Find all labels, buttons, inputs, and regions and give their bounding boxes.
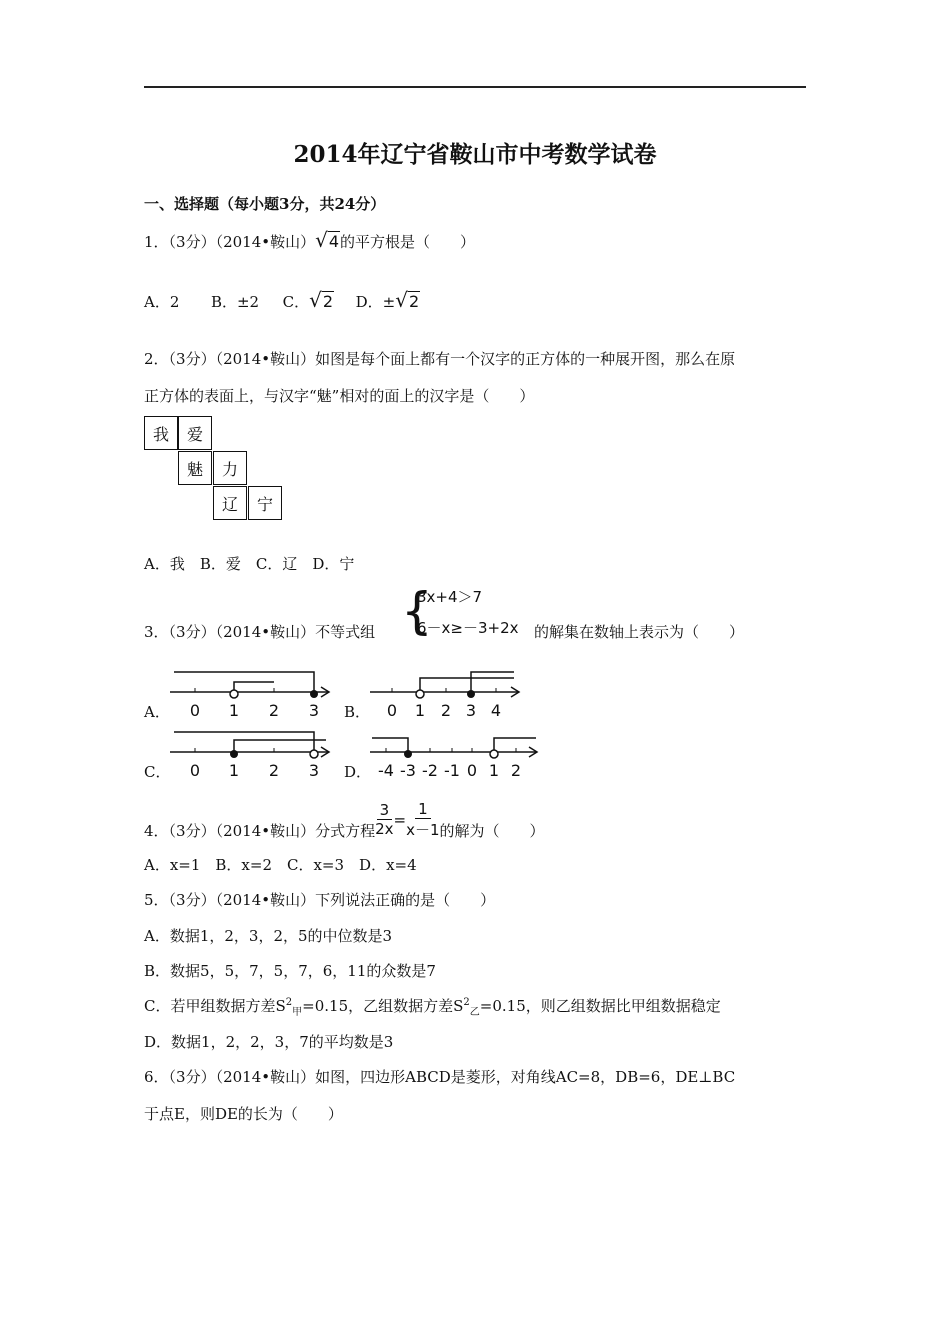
q5-option-c-part3: =0.15，则乙组数据比甲组数据稳定 xyxy=(479,997,721,1015)
tick-label: -3 xyxy=(400,761,416,780)
tick-label: 1 xyxy=(228,761,240,780)
q1-option-d-sqrt: √2 xyxy=(395,288,420,312)
section-heading: 一、选择题（每小题3分，共24分） xyxy=(144,195,386,213)
q1-option-d-radicand: 2 xyxy=(409,292,420,311)
number-line-b xyxy=(366,664,526,722)
q1-option-c-sqrt: √2 xyxy=(309,288,334,312)
tick-label: 3 xyxy=(465,701,477,720)
q3-label-c: C． xyxy=(144,763,171,781)
top-rule xyxy=(144,86,806,88)
question-1 xyxy=(144,228,475,252)
tick-label: 2 xyxy=(268,761,280,780)
net-cell-5: 辽 xyxy=(213,486,247,520)
q4-suffix: 的解为（ ） xyxy=(439,822,545,840)
q3-label-d: D． xyxy=(344,763,372,781)
tick-label: 1 xyxy=(228,701,240,720)
q1-prefix: 1．（3分）（2014•鞍山） xyxy=(144,233,316,251)
q5-option-a: A．数据1，2，3，2，5的中位数是3 xyxy=(144,927,393,945)
net-cell-4: 力 xyxy=(213,451,247,485)
q6-stem-line2: 于点E，则DE的长为（ ） xyxy=(144,1105,343,1123)
number-line-c xyxy=(166,724,336,782)
q3-label-a: A． xyxy=(144,703,170,721)
q1-sqrt: √4 xyxy=(315,228,340,252)
q1-suffix: 的平方根是（ ） xyxy=(340,233,476,251)
tick-label: 2 xyxy=(510,761,522,780)
net-cell-3: 魅 xyxy=(178,451,212,485)
q1-option-d-label: D．± xyxy=(355,293,396,311)
tick-label: -4 xyxy=(378,761,394,780)
net-cell-1: 我 xyxy=(144,416,178,450)
q4-rhs-den: x－1 xyxy=(406,820,440,839)
net-cell-2: 爱 xyxy=(178,416,212,450)
tick-label: 1 xyxy=(488,761,500,780)
q5-option-c-sub1: 甲 xyxy=(292,1007,303,1018)
net-cell-6: 宁 xyxy=(248,486,282,520)
tick-label: 0 xyxy=(386,701,398,720)
tick-label: 3 xyxy=(308,761,320,780)
number-line-a xyxy=(166,664,336,722)
tick-label: -2 xyxy=(422,761,438,780)
q1-option-a: A．2 xyxy=(144,293,180,311)
q3-ineq-1: 3x+4＞7 xyxy=(417,588,483,606)
tick-label: 1 xyxy=(414,701,426,720)
q1-option-b: B．±2 xyxy=(210,293,260,311)
system-brace: { xyxy=(401,582,433,640)
q5-option-c-sup1: 2 xyxy=(285,997,293,1008)
tick-label: 4 xyxy=(490,701,502,720)
tick-label: 2 xyxy=(440,701,452,720)
tick-label: 2 xyxy=(268,701,280,720)
q2-stem-line2: 正方体的表面上，与汉字“魅”相对的面上的汉字是（ ） xyxy=(144,387,535,405)
tick-label: 0 xyxy=(189,701,201,720)
q1-options xyxy=(144,288,420,312)
q4-lhs-fraction xyxy=(375,801,393,838)
q6-stem-line1: 6．（3分）（2014•鞍山）如图，四边形ABCD是菱形，对角线AC=8，DB=6，DE⊥BC xyxy=(144,1068,736,1086)
q4-lhs-num: 3 xyxy=(377,801,393,820)
q3-suffix: 的解集在数轴上表示为（ ） xyxy=(534,623,745,641)
tick-label: 3 xyxy=(308,701,320,720)
q5-stem: 5．（3分）（2014•鞍山）下列说法正确的是（ ） xyxy=(144,891,496,909)
q5-option-c-part1: C．若甲组数据方差S xyxy=(144,997,286,1015)
q1-radicand: 4 xyxy=(328,232,340,251)
q5-option-c xyxy=(144,995,721,1018)
number-line-d xyxy=(366,724,544,782)
q3-prefix: 3．（3分）（2014•鞍山）不等式组 xyxy=(144,623,376,641)
q1-option-c-label: C． xyxy=(282,293,310,311)
q4-prefix: 4．（3分）（2014•鞍山）分式方程 xyxy=(144,822,376,840)
q3-label-b: B． xyxy=(344,703,371,721)
q4-equals: = xyxy=(393,810,407,829)
tick-label: -1 xyxy=(444,761,460,780)
q5-option-c-sub2: 乙 xyxy=(469,1007,480,1018)
tick-label: 0 xyxy=(466,761,478,780)
q3-ineq-2: 6－x≥－3+2x xyxy=(417,619,519,637)
tick-label: 0 xyxy=(189,761,201,780)
q4-lhs-den: 2x xyxy=(375,820,394,838)
q2-options: A．我 B．爱 C．辽 D．宁 xyxy=(144,555,355,573)
q1-option-c-radicand: 2 xyxy=(322,292,334,311)
q5-option-b: B．数据5，5，7，5，7，6，11的众数是7 xyxy=(144,962,436,980)
q2-stem-line1: 2．（3分）（2014•鞍山）如图是每个面上都有一个汉字的正方体的一种展开图，那么在原 xyxy=(144,350,736,368)
q5-option-c-sup2: 2 xyxy=(463,997,470,1008)
question-4 xyxy=(144,798,545,841)
q5-option-d: D．数据1，2，2，3，7的平均数是3 xyxy=(144,1033,394,1051)
page-title: 2014年辽宁省鞍山市中考数学试卷 xyxy=(293,141,657,168)
q5-option-c-part2: =0.15，乙组数据方差S xyxy=(302,997,464,1015)
q4-rhs-num: 1 xyxy=(415,800,431,819)
q4-options: A．x=1 B．x=2 C．x=3 D．x=4 xyxy=(144,856,417,874)
q4-rhs-fraction xyxy=(406,800,439,840)
